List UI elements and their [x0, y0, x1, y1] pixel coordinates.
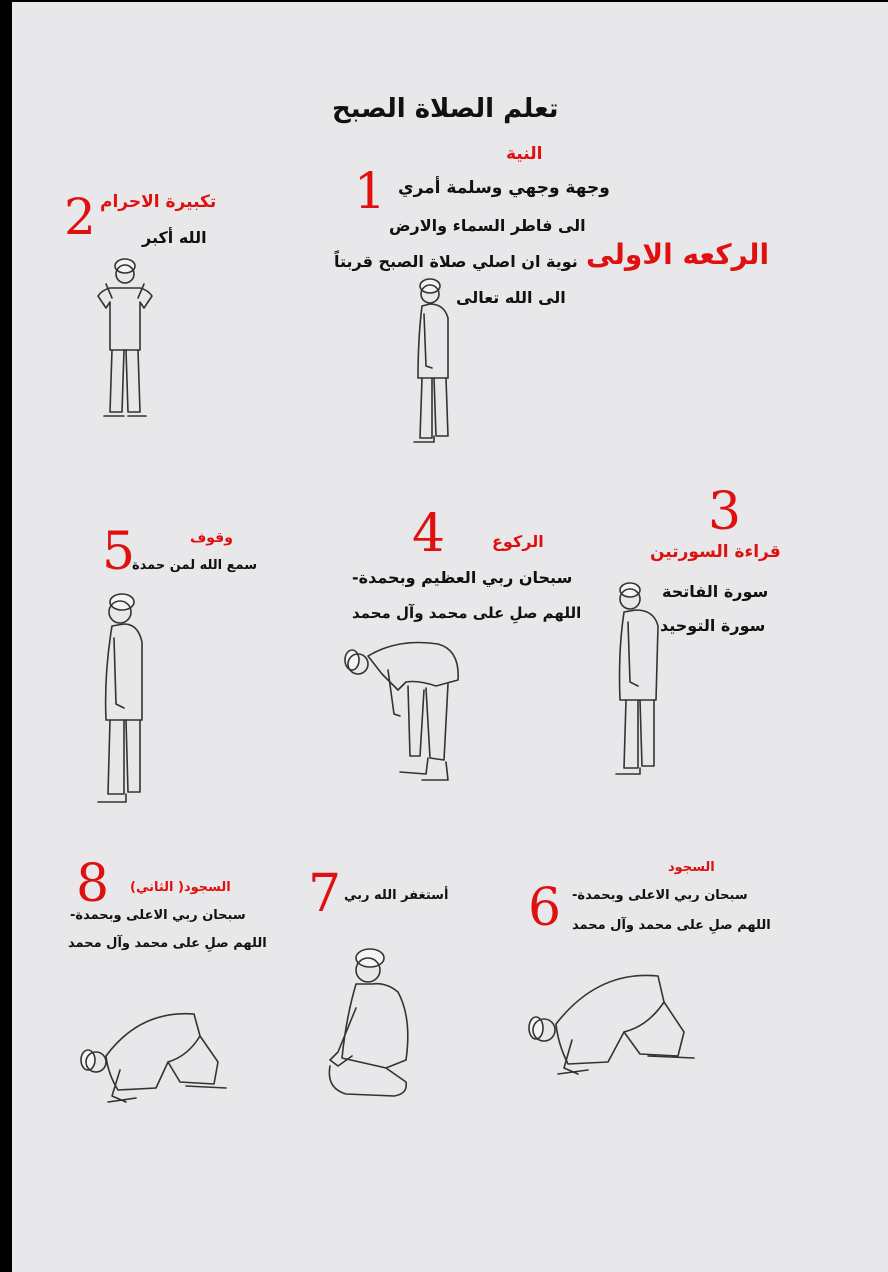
step-3-heading: قراءة السورتين [650, 542, 781, 562]
step-5-line-1: سمع الله لمن حمدة [132, 558, 258, 573]
step-6-heading: السجود [668, 860, 715, 875]
standing-figure-5 [96, 594, 148, 810]
sujood-figure-6 [528, 970, 698, 1084]
step-6-line-2: اللهم صلِ على محمد وآل محمد [572, 918, 771, 933]
step-1-number: 1 [354, 162, 386, 220]
rakah-label: الركعه الاولى [586, 238, 770, 271]
step-5-number: 5 [102, 522, 136, 582]
step-3-line-2: سورة التوحيد [660, 616, 766, 635]
step-8-heading: السجود( الثاني) [130, 880, 231, 895]
step-2-heading: تكبيرة الاحرام [100, 192, 217, 212]
step-4-line-2: اللهم صلِ على محمد وآل محمد [352, 604, 582, 622]
standing-figure-1 [408, 278, 458, 448]
step-3-line-1: سورة الفاتحة [662, 582, 769, 601]
step-2-line-1: الله أكبر [142, 228, 207, 247]
step-2-number: 2 [64, 188, 96, 246]
ruku-figure [338, 630, 468, 790]
sujood-figure-8 [80, 1006, 230, 1110]
step-8-number: 8 [76, 854, 110, 914]
sitting-figure [316, 948, 416, 1102]
step-6-number: 6 [528, 878, 562, 938]
step-1-line-4: الى الله تعالى [456, 288, 566, 307]
step-1-line-1: وجهة وجهي وسلمة أمري [398, 178, 610, 198]
step-8-line-1: سبحان ربي الاعلى وبحمدة- [70, 908, 246, 923]
step-7-line-1: أستغفر الله ربي [344, 888, 449, 903]
step-1-line-3: نوية ان اصلي صلاة الصبح قربتاً [334, 252, 578, 271]
step-1-heading: النية [506, 144, 543, 164]
takbir-figure [92, 258, 158, 422]
step-4-heading: الركوع [492, 532, 544, 551]
page-title: تعلم الصلاة الصبح [332, 94, 559, 124]
step-4-line-1: سبحان ربي العظيم وبحمدة- [352, 568, 573, 587]
prayer-guide-sheet [12, 2, 888, 1272]
step-8-line-2: اللهم صلِ على محمد وآل محمد [68, 936, 267, 951]
step-4-number: 4 [412, 504, 446, 564]
step-7-number: 7 [308, 864, 342, 924]
step-5-heading: وقوف [190, 530, 233, 546]
step-3-number: 3 [708, 482, 742, 542]
standing-figure-3 [612, 582, 664, 782]
step-1-line-2: الى فاطر السماء والارض [389, 216, 586, 235]
step-6-line-1: سبحان ربي الاعلى وبحمدة- [572, 888, 748, 903]
